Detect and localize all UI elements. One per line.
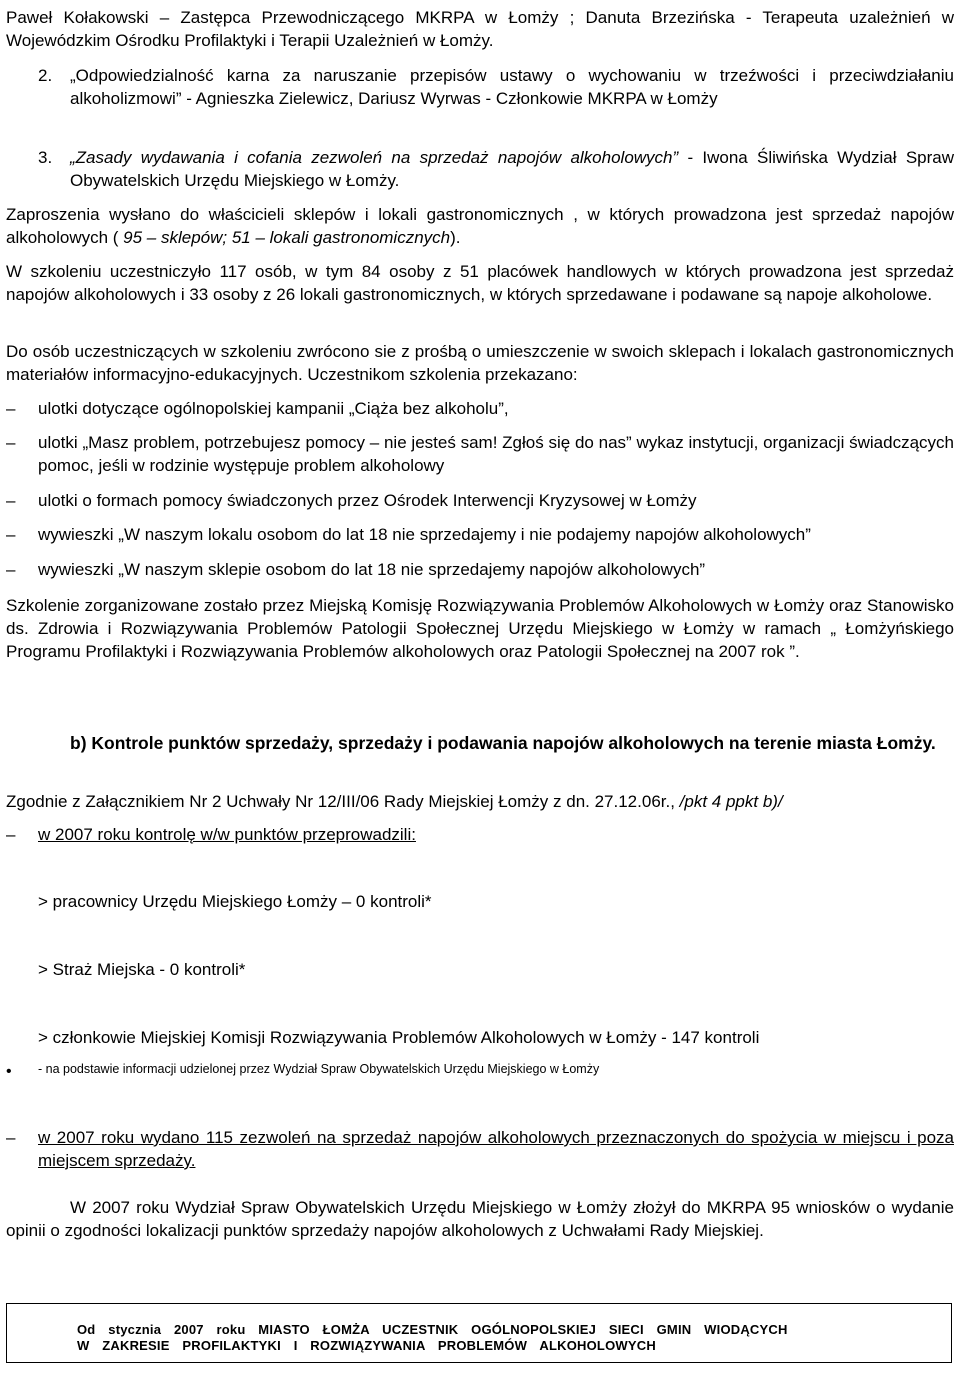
paragraph-request: Do osób uczestniczących w szkoleniu zwrócono sie z prośbą o umieszczenie w swoich sklepach i lokalach gastronomicznych materiałów informacyjno-edukacyjnych. Uczestnikom szkolenia przekazano:	[6, 342, 954, 384]
paragraph-speakers: Paweł Kołakowski – Zastępca Przewodniczącego MKRPA w Łomży ; Danuta Brzezińska - Terapeuta uzależnień w Wojewódzkim Ośrodku Profilaktyki i Terapii Uzależnień w Łomży.	[6, 8, 954, 50]
bullet-icon: •	[6, 1063, 12, 1080]
list-item-text: ulotki dotyczące ogólnopolskiej kampanii „Ciąża bez alkoholu”,	[38, 399, 509, 418]
box-line-1: Od stycznia 2007 roku MIASTO ŁOMŻA UCZESTNIK OGÓLNOPOLSKIEJ SIECI GMIN WIODĄCYCH	[77, 1322, 788, 1337]
dash-bullet: –	[6, 399, 16, 418]
list-number: 2.	[38, 66, 53, 85]
control-item: > pracownicy Urzędu Miejskiego Łomży – 0 kontroli*	[38, 892, 432, 911]
list-item-text	[70, 146, 954, 192]
section-heading-b: b) Kontrole punktów sprzedaży, sprzedaży i podawania napojów alkoholowych na terenie miasta Łomży.	[70, 733, 936, 753]
dash-bullet: –	[6, 525, 16, 544]
paragraph-organized: Szkolenie zorganizowane zostało przez Miejską Komisję Rozwiązywania Problemów Alkoholowych w Łomży oraz Stanowisko ds. Zdrowia i Rozwiązywania Problemów Patologii Społecznej Urzędu Miejskiego w Łomży w ramach „ Łomżyńskiego Programu Profilaktyki i Rozwiązywania Problemów alkoholowych oraz Patologii Społecznej na 2007 rok ”.	[6, 596, 954, 661]
lecture-title: „Zasady wydawania i cofania zezwoleń na sprzedaż napojów alkoholowych”	[70, 148, 679, 167]
control-item: > Straż Miejska - 0 kontroli*	[38, 960, 246, 979]
dash-bullet: –	[6, 491, 16, 510]
box-line-2: W ZAKRESIE PROFILAKTYKI I ROZWIĄZYWANIA PROBLEMÓW ALKOHOLOWYCH	[77, 1338, 656, 1353]
list-item-text: „Odpowiedzialność karna za naruszanie przepisów ustawy o wychowaniu w trzeźwości i przeciwdziałaniu alkoholizmowi” - Agnieszka Zielewicz, Dariusz Wyrwas - Członkowie MKRPA w Łomży	[70, 66, 954, 108]
list-item-text: ulotki „Masz problem, potrzebujesz pomocy – nie jesteś sam! Zgłoś się do nas” wykaz instytucji, organizacji świadczących pomoc, jeśli w rodzinie występuje problem alkoholowy	[38, 433, 954, 475]
list-item-text: ulotki o formach pomocy świadczonych przez Ośrodek Interwencji Kryzysowej w Łomży	[38, 491, 697, 510]
dash-bullet: –	[6, 560, 16, 579]
paragraph-resolution	[6, 790, 954, 813]
footnote: - na podstawie informacji udzielonej przez Wydział Spraw Obywatelskich Urzędu Miejskiego w Łomży	[38, 1062, 600, 1076]
lecturer: - Iwona Śliwińska Wydział Spraw Obywatelskich Urzędu Miejskiego w Łomży.	[70, 148, 955, 190]
dash-bullet: –	[6, 1128, 16, 1147]
paragraph-participants: W szkoleniu uczestniczyło 117 osób, w tym 84 osoby z 51 placówek handlowych w których prowadzona jest sprzedaż napojów alkoholowych i 33 osoby z 26 lokali gastronomicznych, w których sprzedawane i podawane są napoje alkoholowe.	[6, 262, 954, 304]
list-number: 3.	[38, 148, 53, 167]
paragraph-invitations	[6, 203, 954, 249]
network-info-box	[6, 1303, 952, 1363]
list-item-text: wywieszki „W naszym lokalu osobom do lat 18 nie sprzedajemy i nie podajemy napojów alkoholowych”	[38, 525, 811, 544]
list-item-text: w 2007 roku wydano 115 zezwoleń na sprzedaż napojów alkoholowych przeznaczonych do spożycia w miejscu i poza miejscem sprzedaży.	[38, 1128, 954, 1170]
dash-bullet: –	[6, 433, 16, 452]
invite-text: Zaproszenia wysłano do właścicieli sklepów i lokali gastronomicznych , w których prowadzona jest sprzedaż napojów alkoholowych (	[6, 205, 954, 247]
control-item: > członkowie Miejskiej Komisji Rozwiązywania Problemów Alkoholowych w Łomży - 147 kontroli	[38, 1028, 760, 1047]
paragraph-opinions: W 2007 roku Wydział Spraw Obywatelskich Urzędu Miejskiego w Łomży złożył do MKRPA 95 wniosków o wydanie opinii o zgodności lokalizacji punktów sprzedaży napojów alkoholowych z Uchwałami Rady Miejskiej.	[6, 1198, 954, 1240]
dash-bullet: –	[6, 825, 16, 844]
resolution-point: /pkt 4 ppkt b)/	[679, 792, 783, 811]
invite-counts: 95 – sklepów; 51 – lokali gastronomicznych	[123, 228, 451, 247]
list-item-text: w 2007 roku kontrolę w/w punktów przeprowadzili:	[38, 825, 416, 844]
invite-end: ).	[450, 228, 461, 247]
resolution-text: Zgodnie z Załącznikiem Nr 2 Uchwały Nr 12/III/06 Rady Miejskiej Łomży z dn. 27.12.06r.,	[6, 792, 680, 811]
list-item-text: wywieszki „W naszym sklepie osobom do lat 18 nie sprzedajemy napojów alkoholowych”	[38, 560, 706, 579]
